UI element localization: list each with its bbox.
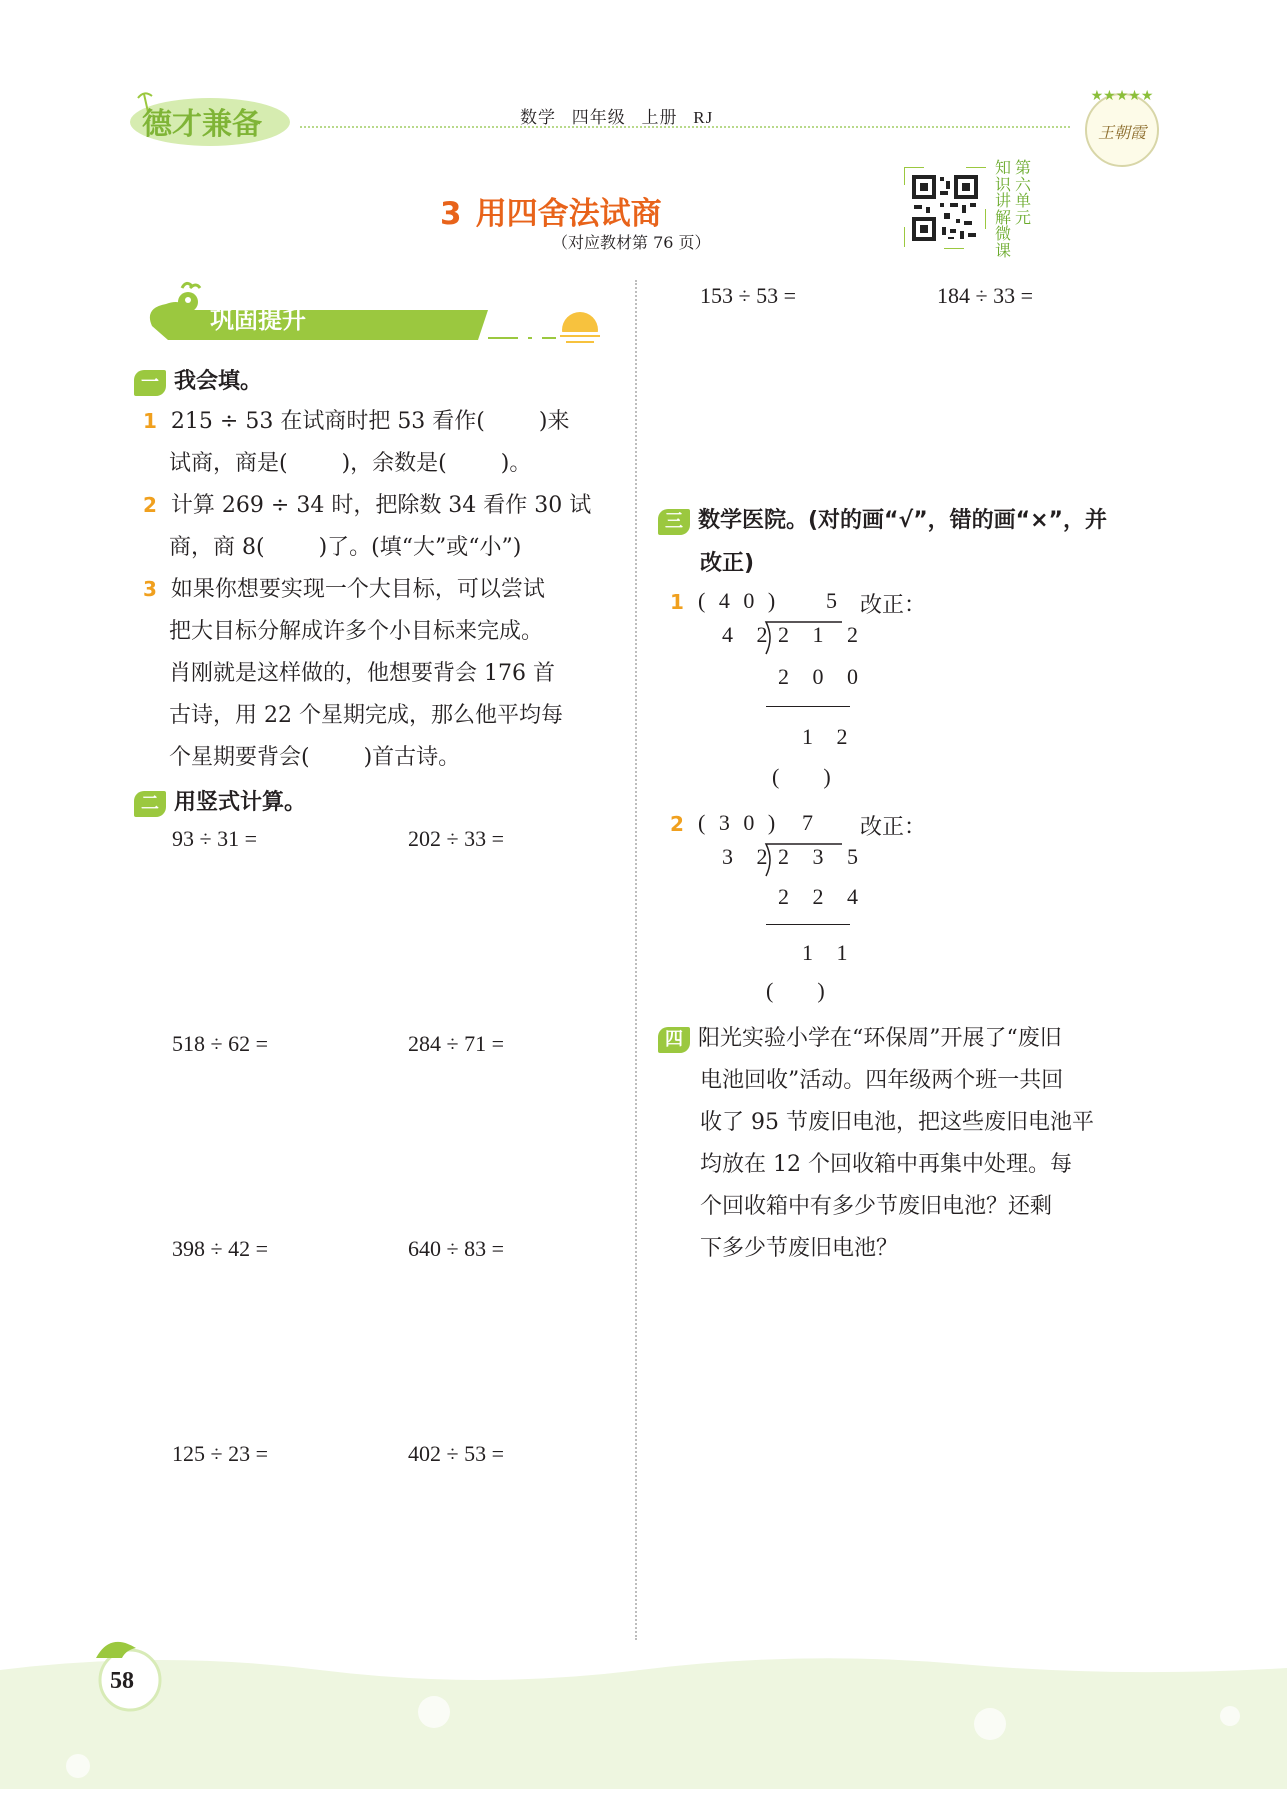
division-line — [766, 924, 850, 925]
page-title: 3 用四舍法试商 — [440, 196, 662, 232]
page-subtitle: （对应教材第 76 页） — [552, 233, 711, 252]
page-number: 58 — [110, 1668, 134, 1694]
svg-text:★★★★★: ★★★★★ — [1090, 88, 1154, 104]
judgement-blank[interactable]: ( ) — [766, 978, 825, 1003]
section1-badge: 一 — [134, 370, 166, 396]
brand-logo — [128, 88, 298, 148]
header-book-info: 数学 四年级 上册 RJ — [520, 108, 714, 127]
calc-item: 640 ÷ 83 = — [408, 1236, 504, 1261]
section3-title: 数学医院。(对的画“√”，错的画“×”，并 — [698, 508, 1107, 533]
question-1-1: 1 215 ÷ 53 在试商时把 53 看作( )来 试商，商是( )，余数是( )。 — [143, 409, 570, 476]
section2-title: 用竖式计算。 — [174, 790, 307, 815]
division-line — [766, 706, 850, 707]
svg-text:巩固提升: 巩固提升 — [210, 306, 306, 334]
section4-badge: 四 — [658, 1027, 690, 1053]
section1-title: 我会填。 — [174, 369, 263, 394]
section3-header: 三 数学医院。(对的画“√”，错的画“×”，并 改正) — [658, 500, 1138, 585]
qr-label-unit: 第六单元 — [1014, 158, 1031, 227]
long-division-1: 1 ( 4 0 ) 5 改正： 4 2 2 1 2 2 0 0 1 2 ( ) — [670, 588, 927, 789]
judgement-blank[interactable]: ( ) — [772, 764, 831, 789]
correction-label: 改正： — [860, 593, 927, 618]
svg-text:王朝霞: 王朝霞 — [1097, 123, 1147, 142]
section4-word-problem: 四 阳光实验小学在“环保周”开展了“废旧 电池回收”活动。四年级两个班一共回 收了 95 节废旧电池，把这些废旧电池平 均放在 12 个回收箱中再集中处理。每 个回收箱中有多少节废旧电池？还剩 下多少节废旧电池？ — [658, 1018, 1148, 1270]
long-division-2: 2 ( 3 0 ) 7 改正： 3 2 2 3 5 2 2 4 1 1 ( ) — [670, 810, 927, 1003]
calc-item: 93 ÷ 31 = — [172, 826, 257, 851]
section2-badge: 二 — [134, 791, 166, 817]
calc-item: 184 ÷ 33 = — [937, 283, 1033, 308]
section1-header — [134, 364, 262, 396]
correction-label: 改正： — [860, 815, 927, 840]
footer-wave-decoration — [0, 1640, 1287, 1789]
section3-badge: 三 — [658, 509, 690, 535]
calc-item: 402 ÷ 53 = — [408, 1441, 504, 1466]
question-1-3: 3 如果你想要实现一个大目标，可以尝试 把大目标分解成许多个小目标来完成。 肖刚就是这样做的，他想要背会 176 首 古诗，用 22 个星期完成，那么他平均每 个星期要背会( )首古诗。 — [143, 577, 563, 770]
question-1-2: 2 计算 269 ÷ 34 时，把除数 34 看作 30 试 商，商 8( )了。(填“大”或“小”) — [143, 493, 592, 560]
section2-header — [134, 785, 306, 817]
column-divider — [635, 280, 637, 1640]
qr-code[interactable] — [904, 167, 986, 249]
calc-item: 125 ÷ 23 = — [172, 1441, 268, 1466]
calc-item: 518 ÷ 62 = — [172, 1031, 268, 1056]
qr-label-microcourse: 知识讲解微课 — [994, 158, 1011, 260]
svg-text:德才兼备: 德才兼备 — [142, 107, 262, 142]
calc-item: 202 ÷ 33 = — [408, 826, 504, 851]
calc-item: 398 ÷ 42 = — [172, 1236, 268, 1261]
publisher-seal — [1072, 80, 1172, 170]
section-banner — [130, 280, 610, 350]
calc-item: 284 ÷ 71 = — [408, 1031, 504, 1056]
calc-item: 153 ÷ 53 = — [700, 283, 796, 308]
